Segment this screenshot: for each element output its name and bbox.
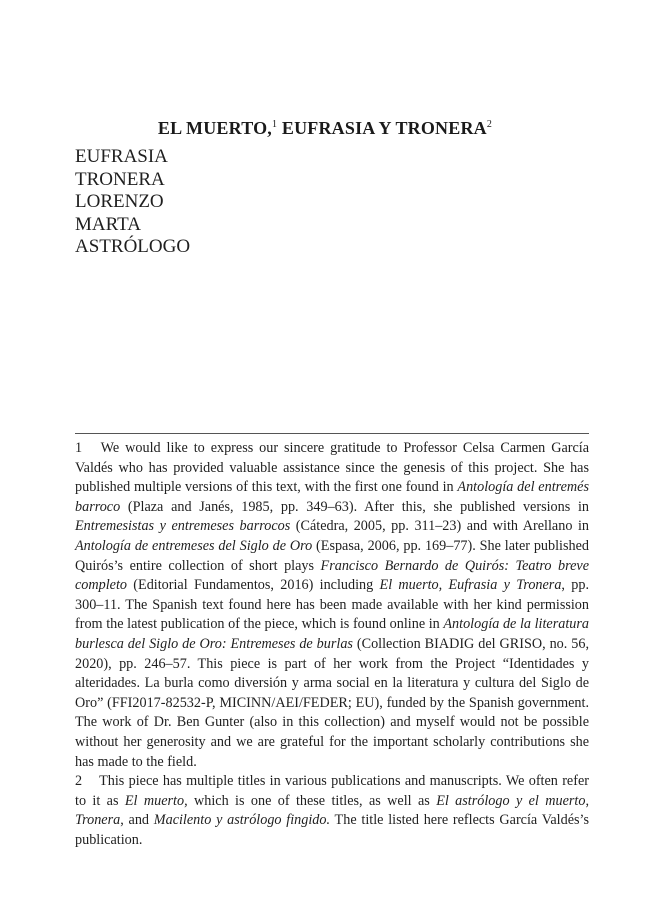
footnote-text-segment: (Plaza and Janés, 1985, pp. 349–63). After this, she published versions in <box>120 498 589 515</box>
footnote-text-segment: This piece has multiple titles in various publications and manuscripts. We often refer to it as <box>75 773 589 809</box>
cast-list <box>75 146 190 259</box>
cast-member: MARTA <box>75 213 141 235</box>
title-part-2: EUFRASIA Y TRONERA <box>277 118 487 139</box>
page-title <box>0 118 650 139</box>
cast-member: TRONERA <box>75 168 165 190</box>
footnote-title-italic: Antología de entremeses del Siglo de Oro <box>75 537 313 554</box>
footnote-ref-1[interactable]: 1 <box>271 119 278 131</box>
footnote-text <box>75 440 589 770</box>
footnote-2 <box>75 772 589 850</box>
footnote-title-italic: Antología de la literatura burlesca del Siglo de Oro: Entremeses de burlas <box>75 616 589 652</box>
footnote-divider <box>75 433 589 434</box>
footnotes-section <box>75 439 589 850</box>
footnote-title-italic: Antología del entremés barroco <box>75 479 589 515</box>
footnote-title-italic: El astrólogo y el muerto <box>436 792 586 809</box>
footnote-text-segment: , which is one of these titles, as well as <box>184 792 437 809</box>
footnote-text-segment: , and <box>120 812 154 829</box>
footnote-text-segment: , pp. 300–11. The Spanish text found here has been made available with her kind permission from the latest publication of the piece, which is found online in <box>75 577 589 633</box>
footnote-text-segment: We would like to express our sincere gratitude to Professor Celsa Carmen García Valdés who has provided valuable assistance since the genesis of this project. She has published multiple versions of this text, with the first one found in <box>75 440 589 496</box>
footnote-1 <box>75 439 589 772</box>
footnote-text-segment: (Espasa, 2006, pp. 169–77). She later published Quirós’s entire collection of short plays <box>75 537 589 574</box>
footnote-title-italic: Entremesistas y entremeses barrocos <box>75 518 291 535</box>
cast-member: EUFRASIA <box>75 146 168 167</box>
footnote-text-segment: (Editorial Fundamentos, 2016) including <box>127 577 380 594</box>
footnote-text-segment: (Cátedra, 2005, pp. 311–23) and with Arellano in <box>290 518 589 535</box>
footnote-ref-2[interactable]: 2 <box>486 119 493 131</box>
title-part-1: EL MUERTO, <box>157 118 272 139</box>
footnote-number: 1 <box>75 440 83 456</box>
footnote-text-segment: , <box>585 792 589 809</box>
footnote-text-segment: The title listed here reflects García Valdés’s publication. <box>75 812 589 848</box>
footnote-title-italic: El muerto, Eufrasia y Tronera <box>379 577 562 594</box>
footnote-title-italic: Tronera <box>75 812 121 829</box>
footnote-text <box>75 773 589 848</box>
footnote-title-italic: El muerto <box>124 792 185 809</box>
footnote-title-italic: Francisco Bernardo de Quirós: Teatro breve completo <box>75 557 589 594</box>
footnote-title-italic: Macilento y astrólogo fingido. <box>153 812 331 829</box>
cast-member: ASTRÓLOGO <box>75 236 191 257</box>
footnote-number: 2 <box>75 773 83 790</box>
cast-member: LORENZO <box>75 191 164 212</box>
footnote-text-segment: (Collection BIADIG del GRISO, no. 56, 2020), pp. 246–57. This piece is part of her work from the Project “Identidades y alteridades. La burla como diversión y arma social en la literatura y cultura del Siglo de Oro” (FFI2017-82532-P, MICINN/AEI/FEDER; EU), funded by the Spanish government. The work of Dr. Ben Gunter (also in this collection) and myself would not be possible without her generosity and we are grateful for the important scholarly contributions she has made to the field. <box>75 635 589 770</box>
